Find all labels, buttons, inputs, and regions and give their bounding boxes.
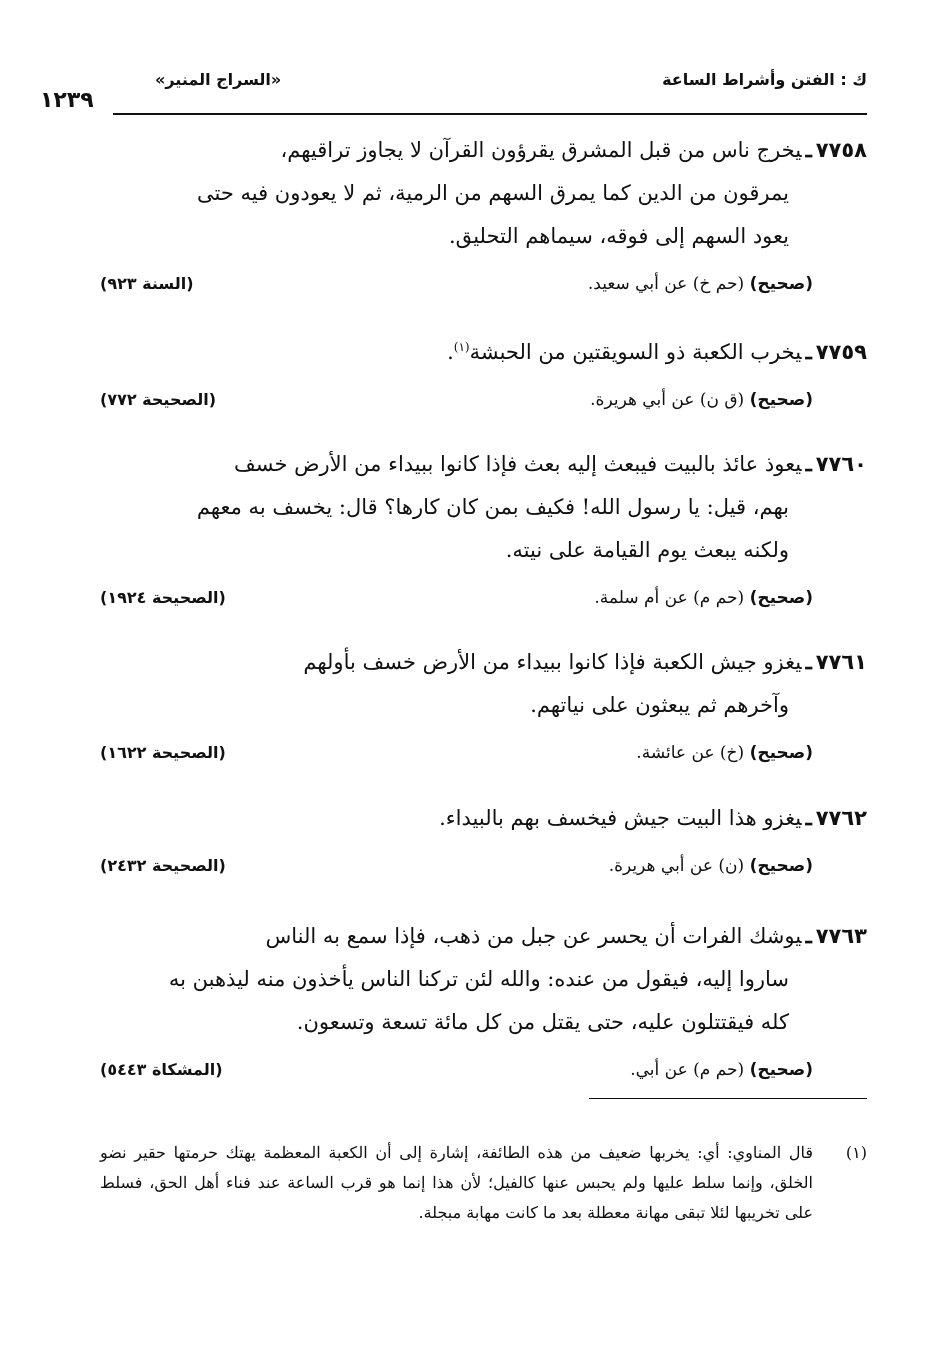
hadith-source: (حم م) عن أبي. bbox=[630, 1060, 745, 1080]
hadith-dash: ـ bbox=[805, 137, 812, 162]
hadith-grade-source bbox=[590, 390, 813, 410]
hadith-text: يعوذ عائذ بالبيت فيبعث إليه بعث فإذا كانوا ببيداء من الأرض خسف bbox=[234, 452, 802, 476]
hadith-grade-source bbox=[609, 856, 813, 876]
hadith-dash: ـ bbox=[805, 649, 812, 674]
hadith-reference: (السنة ٩٢٣) bbox=[100, 274, 194, 293]
hadith-line: بهم، قيل: يا رسول الله! فكيف بمن كان كارها؟ قال: يخسف به معهم bbox=[196, 495, 789, 519]
hadith-dash: ـ bbox=[805, 339, 812, 364]
chapter-title: ك : الفتن وأشراط الساعة bbox=[662, 70, 867, 89]
hadith-grade-source bbox=[636, 743, 813, 763]
hadith-grade: (صحيح) bbox=[749, 390, 813, 410]
hadith-entry bbox=[100, 128, 867, 304]
hadith-grade: (صحيح) bbox=[749, 274, 813, 294]
hadith-entry bbox=[100, 640, 867, 773]
hadith-line: يمرقون من الدين كما يمرق السهم من الرمية، ثم لا يعودون فيه حتى bbox=[197, 181, 789, 205]
hadith-entry bbox=[100, 914, 867, 1090]
hadith-number: ٧٧٦١ bbox=[815, 650, 867, 674]
hadith-number: ٧٧٦٣ bbox=[815, 924, 867, 948]
hadith-dash: ـ bbox=[805, 451, 812, 476]
hadith-text: يخرج ناس من قبل المشرق يقرؤون القرآن لا يجاوز تراقيهم، bbox=[280, 138, 802, 162]
footnote-text: قال المناوي: أي: يخربها ضعيف من هذه الطائفة، إشارة إلى أن الكعبة المعظمة يهتك حرمتها حقير نضو الخلق، وإنما سلط عليها ولم يحبس عنها كالفيل؛ لأن هذا إنما هو قرب الساعة عند فناء أهل الحق، فسلط على تخريبها لئلا تبقى مهانة معطلة بعد ما كانت مهابة مبجلة. bbox=[100, 1143, 813, 1222]
hadith-line: يعود السهم إلى فوقه، سيماهم التحليق. bbox=[449, 224, 789, 248]
hadith-source: (حم خ) عن أبي سعيد. bbox=[587, 274, 745, 294]
hadith-source: (خ) عن عائشة. bbox=[636, 743, 745, 763]
hadith-grade-source bbox=[588, 274, 813, 294]
hadith-reference: (الصحيحة ١٦٢٢) bbox=[100, 743, 226, 762]
hadith-dash: ـ bbox=[805, 923, 812, 948]
hadith-number: ٧٧٥٨ bbox=[815, 138, 867, 162]
hadith-reference: (الصحيحة ١٩٢٤) bbox=[100, 588, 226, 607]
hadith-line bbox=[100, 442, 867, 486]
hadith-source: (ق ن) عن أبي هريرة. bbox=[590, 390, 745, 410]
hadith-dash: ـ bbox=[805, 805, 812, 830]
citation bbox=[100, 274, 867, 304]
hadith-line: ساروا إليه، فيقول من عنده: والله لئن تركنا الناس يأخذون منه ليذهبن به bbox=[168, 967, 789, 991]
hadith-number: ٧٧٦٢ bbox=[815, 806, 867, 830]
hadith-grade: (صحيح) bbox=[749, 856, 813, 876]
hadith-grade: (صحيح) bbox=[749, 1060, 813, 1080]
hadith-reference: (المشكاة ٥٤٤٣) bbox=[100, 1060, 223, 1079]
hadith-line bbox=[100, 128, 867, 172]
citation bbox=[100, 588, 867, 618]
citation bbox=[100, 856, 867, 886]
hadith-reference: (الصحيحة ٧٧٢) bbox=[100, 390, 217, 409]
hadith-entry bbox=[100, 326, 867, 420]
hadith-entry bbox=[100, 796, 867, 886]
hadith-line: كله فيقتتلون عليه، حتى يقتل من كل مائة تسعة وتسعون. bbox=[296, 1010, 789, 1034]
hadith-text: يخرب الكعبة ذو السويقتين من الحبشة bbox=[469, 340, 802, 364]
header-rule bbox=[113, 113, 867, 115]
hadith-grade-source bbox=[630, 1060, 813, 1080]
hadith-grade-source bbox=[594, 588, 813, 608]
hadith-entry bbox=[100, 442, 867, 618]
hadith-text: يغزو جيش الكعبة فإذا كانوا ببيداء من الأرض خسف بأولهم bbox=[303, 650, 802, 674]
hadith-number: ٧٧٥٩ bbox=[815, 340, 867, 364]
hadith-line bbox=[100, 914, 867, 958]
hadith-line bbox=[100, 796, 867, 840]
hadith-text-end: . bbox=[447, 340, 454, 364]
hadith-text: يغزو هذا البيت جيش فيخسف بهم بالبيداء. bbox=[439, 806, 802, 830]
hadith-source: (حم م) عن أم سلمة. bbox=[594, 588, 745, 608]
page-number: ١٢٣٩ bbox=[40, 88, 94, 113]
hadith-line bbox=[100, 326, 867, 374]
citation bbox=[100, 1060, 867, 1090]
hadith-line bbox=[100, 640, 867, 684]
hadith-text: يوشك الفرات أن يحسر عن جبل من ذهب، فإذا سمع به الناس bbox=[265, 924, 802, 948]
footnote-marker[interactable]: (١) bbox=[453, 340, 470, 354]
footnote-rule bbox=[589, 1098, 867, 1099]
hadith-grade: (صحيح) bbox=[749, 588, 813, 608]
book-title: «السراج المنير» bbox=[155, 70, 282, 89]
hadith-grade: (صحيح) bbox=[749, 743, 813, 763]
hadith-line: وآخرهم ثم يبعثون على نياتهم. bbox=[530, 693, 789, 717]
hadith-reference: (الصحيحة ٢٤٣٢) bbox=[100, 856, 226, 875]
citation bbox=[100, 743, 867, 773]
footnote-number: (١) bbox=[845, 1143, 867, 1162]
hadith-number: ٧٧٦٠ bbox=[815, 452, 867, 476]
citation bbox=[100, 390, 867, 420]
hadith-source: (ن) عن أبي هريرة. bbox=[608, 856, 745, 876]
hadith-line: ولكنه يبعث يوم القيامة على نيته. bbox=[505, 538, 789, 562]
footnote bbox=[100, 1138, 867, 1228]
